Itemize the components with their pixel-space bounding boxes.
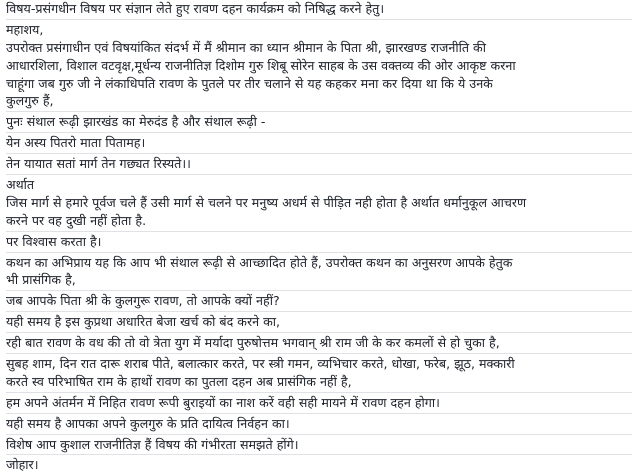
body-line: जब आपके पिता श्री के कुलगुरू रावण, तो आपके क्यों नहीं? [6, 292, 632, 312]
body-line: करने पर वह दुखी नहीं होता है. [6, 212, 632, 232]
body-line: पुनः संथाल रूढ़ी झारखंड का मेरुदंड है और संथाल रूढ़ी - [6, 113, 632, 133]
subject-line: विषय-प्रसंगधीन विषय पर संज्ञान लेते हुए रावण दहन कार्यक्रम को निषिद्ध करने हेतु। [6, 0, 632, 20]
body-line: सुबह शाम, दिन रात दारू शराब पीते, बलात्कार करते, पर स्त्री गमन, व्यभिचार करते, धोखा, फरेब, झूठ, मक्कारी [6, 356, 515, 372]
body-line: पर विश्वास करता है। [6, 233, 632, 253]
body-line: जिस मार्ग से हमारे पूर्वज चले हैं उसी मार्ग से चलने पर मनुष्य अधर्म से पीड़ित नही होता है अर्थात धर्मानुकूल आचरण [6, 194, 527, 210]
body-line: कुलगुरु हैं, [6, 92, 632, 112]
body-line: रही बात रावण के वध की तो वो त्रेता युग में मर्यादा पुरुषोत्तम भगवान् श्री राम जी के कर कमलों से हो चुका है, [6, 334, 632, 354]
body-line: यही समय है इस कुप्रथा अधारित बेजा खर्च को बंद करने का, [6, 313, 632, 333]
salutation: महाशय, [6, 21, 44, 37]
body-line: यही समय है आपका अपने कुलगुरु के प्रति दायित्व निर्वहन का। [6, 415, 632, 435]
body-line: करते स्व परिभाषित राम के हाथों रावण का पुतला दहन अब प्रासंगिक नहीं है, [6, 373, 632, 393]
body-line: उपरोक्त प्रसंगाधीन एवं विषयांकित संदर्भ में मैं श्रीमान का ध्यान श्रीमान के पिता श्री, झारखण्ड राजनीति की [6, 39, 486, 55]
body-line: आधारशिला, विशाल वटवृक्ष,मूर्धन्य राजनीतिज्ञ दिशोम गुरु शिबू सोरेन साहब के उस वक्तव्य की ओर आकृष्ट करना [6, 57, 516, 73]
body-line: चाहूंगा जब गुरु जी ने लंकाधिपति रावण के पुतले पर तीर चलाने से यह कहकर मना कर दिया था कि ये उनके [6, 75, 493, 91]
verse-line: येन अस्य पितरो माता पितामह। [6, 134, 632, 154]
body-line: विशेष आप कुशाल राजनीतिज्ञ हैं विषय की गंभीरता समझते होंगे। [6, 436, 632, 456]
body-line: भी प्रासंगिक है, [6, 271, 632, 291]
body-line: अर्थात [6, 177, 35, 193]
verse-line: तेन यायात सतां मार्ग तेन गछ्यत रिस्यते।। [6, 155, 632, 175]
closing-line: जोहार। [6, 457, 39, 473]
body-line: कथन का अभिप्राय यह कि आप भी संथाल रूढ़ी से आच्छादित होते हैं, उपरोक्त कथन का अनुसरण आपके हेतुक [6, 254, 513, 270]
body-line: हम अपने अंतर्मन में निहित रावण रूपी बुराइयों का नाश करें वही सही मायने में रावण दहन होगा। [6, 394, 632, 414]
document-body [6, 0, 632, 474]
